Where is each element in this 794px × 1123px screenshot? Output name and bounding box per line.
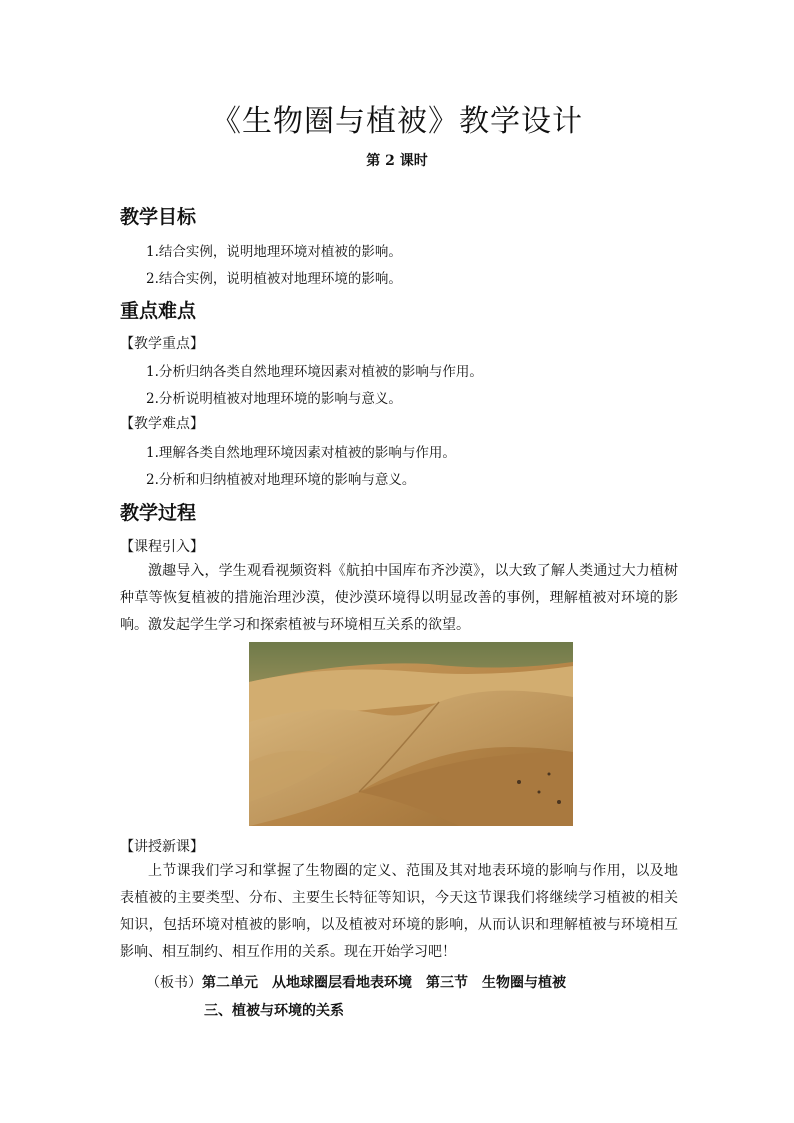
label-introduction: 【课程引入】 xyxy=(120,539,204,555)
desert-photo xyxy=(249,642,573,826)
key-item-1: 1.分析归纳各类自然地理环境因素对植被的影响与作用。 xyxy=(146,364,483,380)
heading-teaching-goals: 教学目标 xyxy=(120,206,197,228)
label-key-points: 【教学重点】 xyxy=(120,336,204,352)
goal-item-2: 2.结合实例，说明植被对地理环境的影响。 xyxy=(146,271,402,287)
blackboard-subheading: 三、植被与环境的关系 xyxy=(204,1003,344,1019)
key-item-2: 2.分析说明植被对地理环境的影响与意义。 xyxy=(146,391,402,407)
new-lesson-paragraph: 上节课我们学习和掌握了生物圈的定义、范围及其对地表环境的影响与作用，以及地表植被的主要类型、分布、主要生长特征等知识，今天这节课我们将继续学习植被的相关知识，包括环境对植被的影响，以及植被对环境的影响，从而认识和理解植被与环境相互影响、相互制约、相互作用的关系。现在开始学习吧！ xyxy=(120,863,678,960)
blackboard-heading: 第二单元 从地球圈层看地表环境 第三节 生物圈与植被 xyxy=(202,975,566,991)
goal-item-1: 1.结合实例，说明地理环境对植被的影响。 xyxy=(146,244,402,260)
heading-teaching-process: 教学过程 xyxy=(120,502,197,524)
document-title: 《生物圈与植被》教学设计 xyxy=(211,104,583,139)
label-new-lesson: 【讲授新课】 xyxy=(120,839,204,855)
blackboard-prefix: （板书） xyxy=(146,975,202,991)
difficulty-item-1: 1.理解各类自然地理环境因素对植被的影响与作用。 xyxy=(146,445,456,461)
difficulty-item-2: 2.分析和归纳植被对地理环境的影响与意义。 xyxy=(146,472,416,488)
lesson-number: 第 2 课时 xyxy=(366,153,428,169)
introduction-paragraph: 激趣导入，学生观看视频资料《航拍中国库布齐沙漠》，以大致了解人类通过大力植树种草等恢复植被的措施治理沙漠，使沙漠环境得以明显改善的事例，理解植被对环境的影响。激发起学生学习和探索植被与环境相互关系的欲望。 xyxy=(120,563,678,633)
label-difficulties: 【教学难点】 xyxy=(120,416,204,432)
blackboard-line xyxy=(146,972,566,992)
heading-key-points: 重点难点 xyxy=(120,300,197,322)
